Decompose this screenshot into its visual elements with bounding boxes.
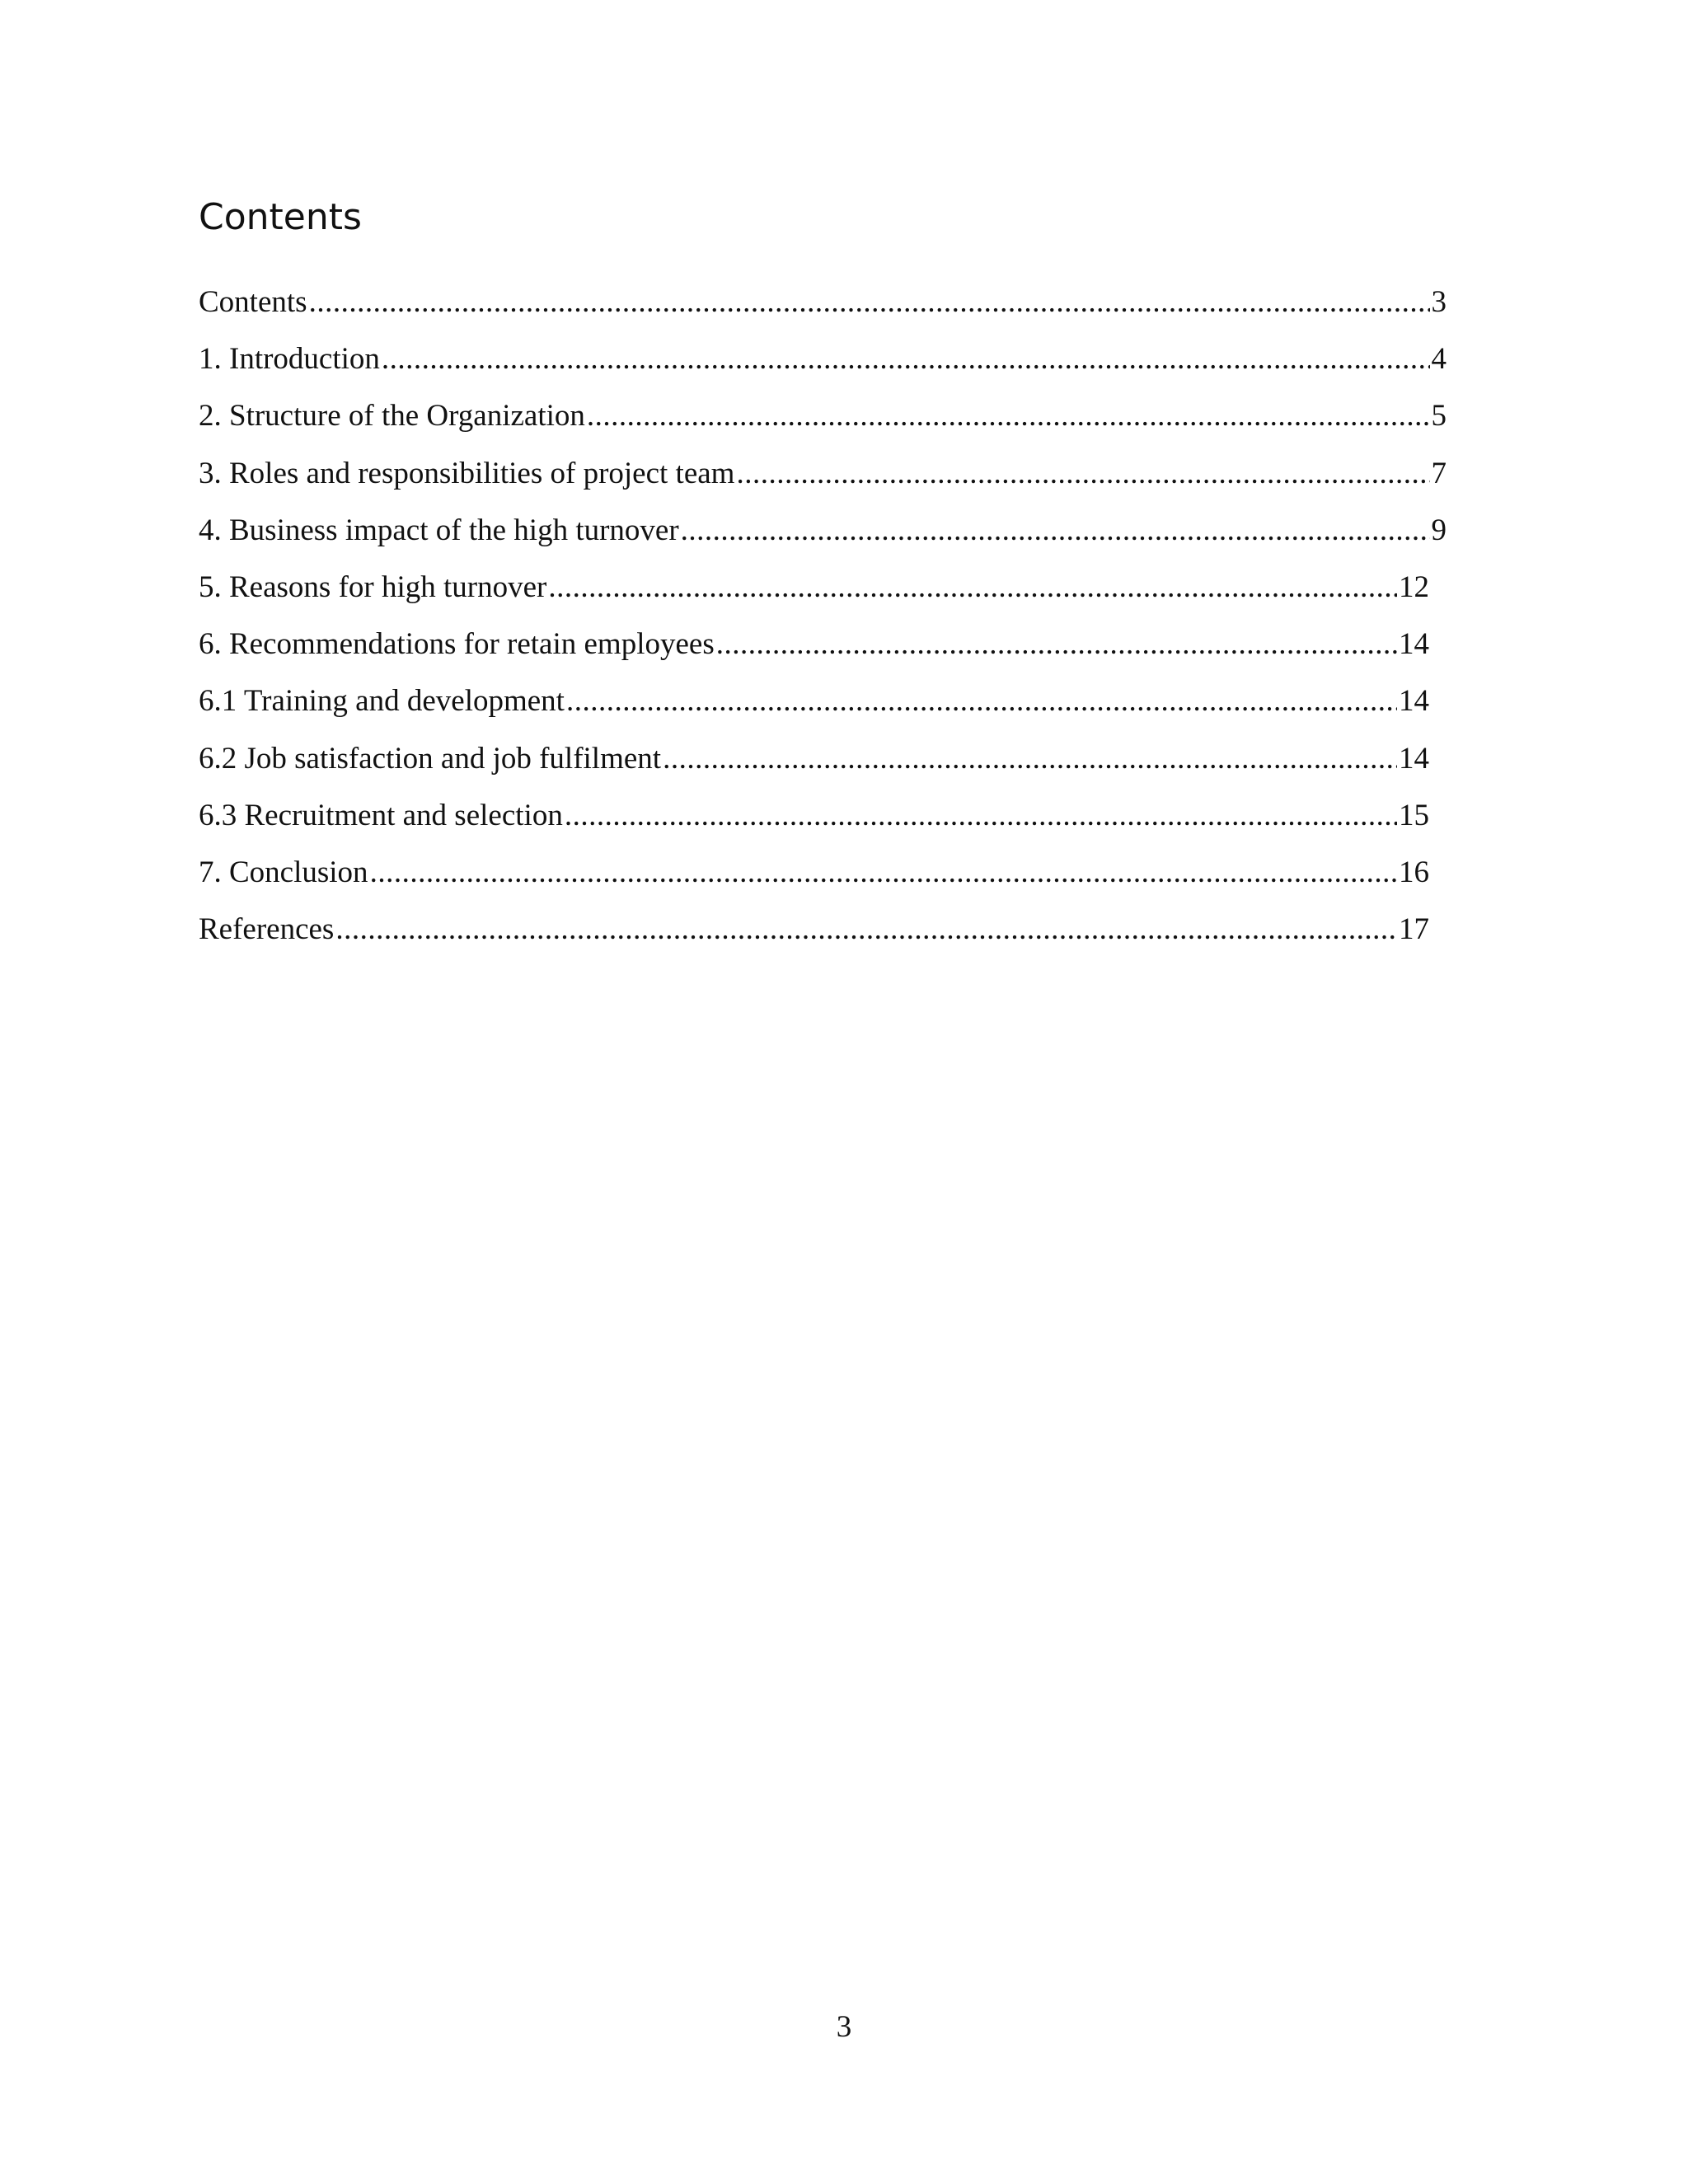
toc-entry-page: 14 (1399, 741, 1429, 776)
toc-heading: Contents (199, 196, 362, 238)
toc-entry-page: 14 (1399, 684, 1429, 719)
toc-dot-leader (382, 330, 1430, 387)
toc-dot-leader (565, 787, 1397, 844)
toc-entry-title: 2. Structure of the Organization (199, 399, 585, 434)
toc-entry[interactable] (199, 445, 1447, 502)
toc-entry[interactable] (199, 787, 1429, 844)
toc-entry-page: 16 (1399, 855, 1429, 889)
toc-entry[interactable] (199, 502, 1447, 559)
toc-entry-title: 5. Reasons for high turnover (199, 569, 547, 604)
toc-entry[interactable] (199, 616, 1429, 673)
toc-dot-leader (681, 502, 1430, 559)
toc-entry-page: 9 (1431, 513, 1447, 547)
toc-entry-page: 14 (1399, 627, 1429, 662)
toc-entry[interactable] (199, 901, 1429, 958)
toc-dot-leader (566, 673, 1397, 729)
toc-dot-leader (663, 730, 1397, 787)
toc-entry-page: 17 (1399, 912, 1429, 947)
toc-dot-leader (370, 844, 1397, 901)
toc-dot-leader (587, 387, 1430, 444)
toc-entry-title: References (199, 912, 335, 947)
toc-entry-title: Contents (199, 285, 307, 319)
toc-dot-leader (335, 901, 1397, 958)
table-of-contents (199, 274, 1447, 958)
toc-entry-title: 1. Introduction (199, 342, 380, 377)
toc-entry[interactable] (199, 387, 1447, 444)
toc-entry-title: 6. Recommendations for retain employees (199, 627, 715, 662)
toc-entry-page: 7 (1431, 456, 1447, 490)
toc-entry-title: 6.2 Job satisfaction and job fulfilment (199, 741, 662, 776)
toc-entry-page: 3 (1431, 285, 1447, 319)
toc-dot-leader (736, 445, 1429, 502)
toc-entry-page: 12 (1399, 569, 1429, 604)
toc-entry-page: 15 (1399, 798, 1429, 832)
toc-entry-title: 7. Conclusion (199, 855, 368, 889)
toc-dot-leader (548, 559, 1397, 616)
toc-dot-leader (309, 274, 1430, 330)
toc-entry-title: 6.3 Recruitment and selection (199, 798, 563, 832)
toc-entry[interactable] (199, 559, 1429, 616)
toc-entry-title: 3. Roles and responsibilities of project team (199, 456, 735, 490)
toc-entry[interactable] (199, 274, 1447, 330)
toc-entry[interactable] (199, 673, 1429, 729)
toc-entry[interactable] (199, 330, 1447, 387)
toc-entry-page: 5 (1431, 399, 1447, 434)
page-number: 3 (836, 2010, 852, 2044)
toc-entry[interactable] (199, 844, 1429, 901)
toc-entry-title: 4. Business impact of the high turnover (199, 513, 679, 547)
toc-entry-page: 4 (1431, 342, 1447, 377)
toc-dot-leader (716, 616, 1397, 673)
toc-entry-title: 6.1 Training and development (199, 684, 565, 719)
toc-entry[interactable] (199, 730, 1429, 787)
